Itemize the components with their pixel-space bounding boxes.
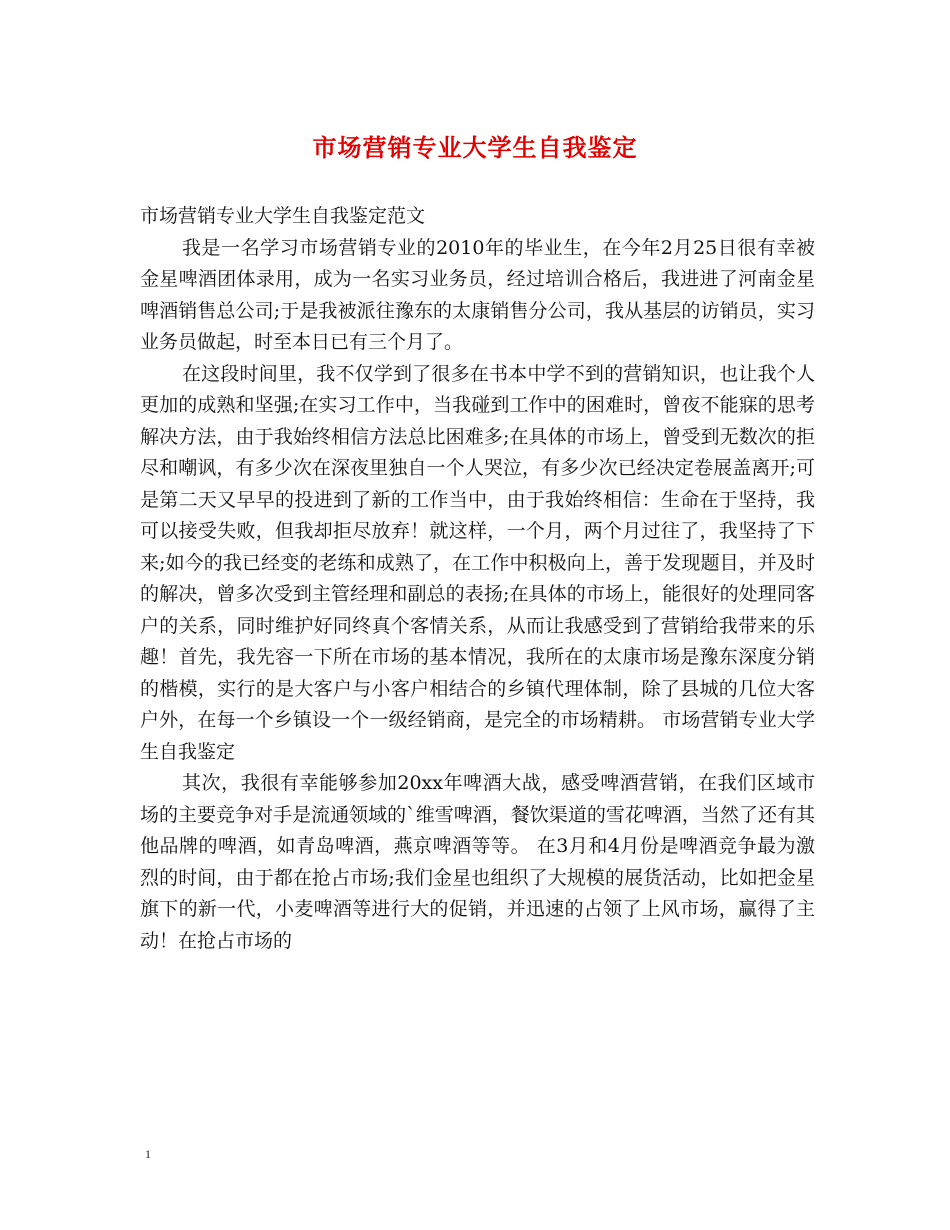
paragraph: 其次，我很有幸能够参加20xx年啤酒大战，感受啤酒营销，在我们区域市场的主要竞争对手是流通领域的`维雪啤酒，餐饮渠道的雪花啤酒，当然了还有其他品牌的啤酒，如青岛啤酒，燕京啤酒等等。 在3月和4月份是啤酒竞争最为激烈的时间，由于都在抢占市场;我们金星也组织了大规模的展货活动，比如把金星旗下的新一代，小麦啤酒等进行大的促销，并迅速的占领了上风市场，赢得了主动！在抢占市场的 — [140, 772, 815, 952]
page-number: 1 — [145, 1147, 151, 1161]
document-body — [140, 201, 815, 957]
document-subtitle: 市场营销专业大学生自我鉴定范文 — [140, 205, 426, 227]
paragraph: 我是一名学习市场营销专业的2010年的毕业生，在今年2月25日很有幸被金星啤酒团体录用，成为一名实习业务员，经过培训合格后，我进进了河南金星啤酒销售总公司;于是我被派往豫东的太康销售分公司，我从基层的访销员，实习业务员做起，时至本日已有三个月了。 — [140, 236, 815, 353]
document-title: 市场营销专业大学生自我鉴定 — [312, 134, 638, 162]
paragraph: 在这段时间里，我不仅学到了很多在书本中学不到的营销知识，也让我个人更加的成熟和坚强;在实习工作中，当我碰到工作中的困难时，曾夜不能寐的思考解决方法，由于我始终相信方法总比困难多;在具体的市场上，曾受到无数次的拒尽和嘲讽，有多少次在深夜里独自一个人哭泣，有多少次已经决定卷展盖离开;可是第二天又早早的投进到了新的工作当中，由于我始终相信：生命在于坚持，我可以接受失败，但我却拒尽放弃！就这样，一个月，两个月过往了，我坚持了下来;如今的我已经变的老练和成熟了，在工作中积极向上，善于发现题目，并及时的解决，曾多次受到主管经理和副总的表扬;在具体的市场上，能很好的处理同客户的关系，同时维护好同终真个客情关系，从而让我感受到了营销给我带来的乐趣！首先，我先容一下所在市场的基本情况，我所在的太康市场是豫东深度分销的楷模，实行的是大客户与小客户相结合的乡镇代理体制，除了县城的几位大客户外，在每一个乡镇设一个一级经销商，是完全的市场精耕。 市场营销专业大学生自我鉴定 — [140, 362, 815, 763]
